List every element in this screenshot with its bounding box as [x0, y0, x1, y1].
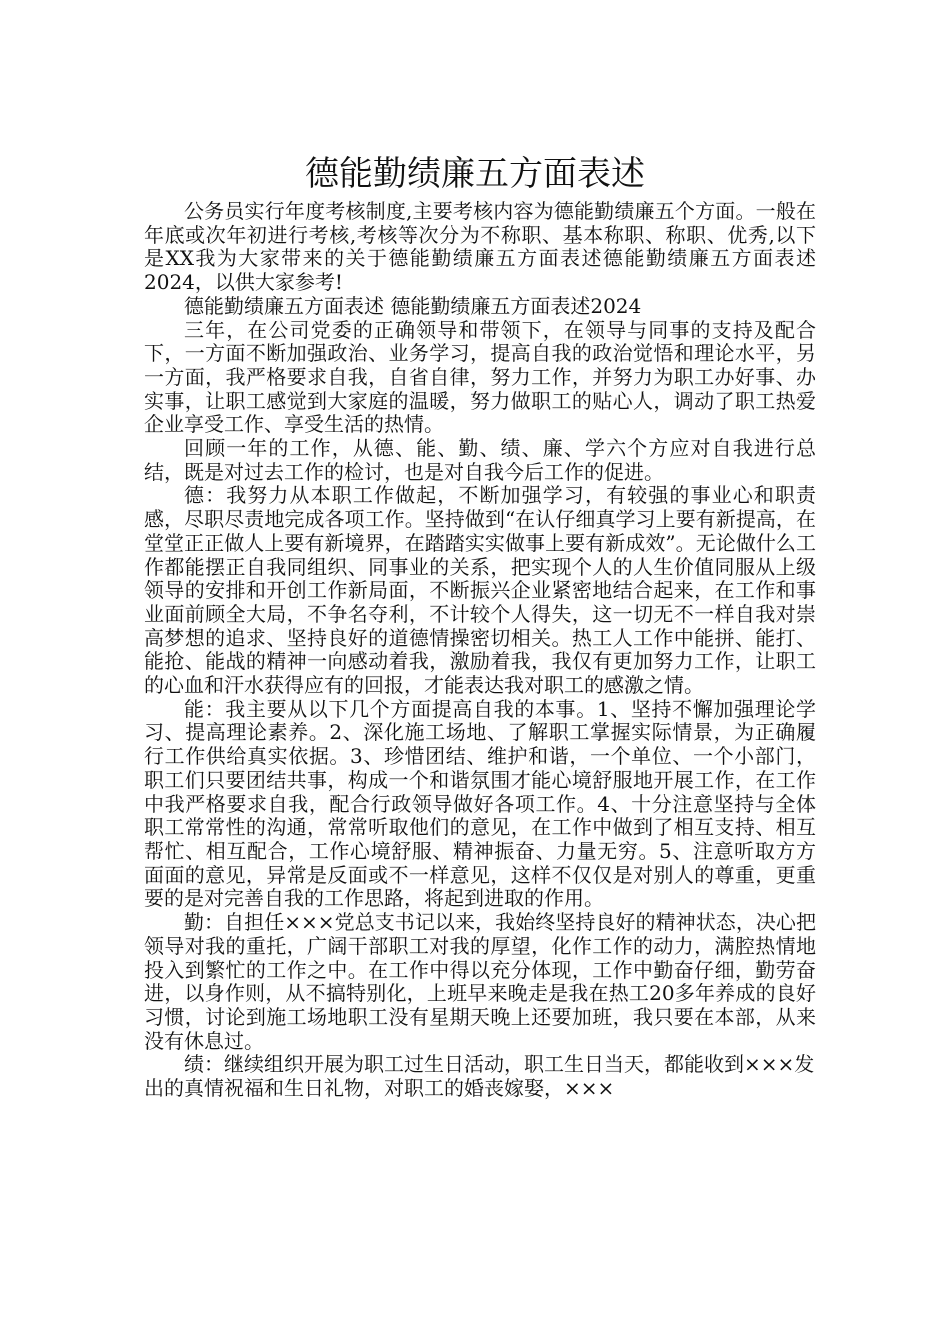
- summary-paragraph: 三年，在公司党委的正确领导和带领下，在领导与同事的支持及配合下，一方面不断加强政治、业务学习，提高自我的政治觉悟和理论水平，另一方面，我严格要求自我，自省自律，努力工作，并努力为职工办好事、办实事，让职工感觉到大家庭的温暖，努力做职工的贴心人，调动了职工热爱企业享受工作、享受生活的热情。: [144, 317, 816, 437]
- ji-section-paragraph: 绩：继续组织开展为职工过生日活动，职工生日当天，都能收到×××发出的真情祝福和生日礼物，对职工的婚丧嫁娶，×××: [144, 1052, 815, 1101]
- document-title: 德能勤绩廉五方面表述: [305, 153, 645, 194]
- de-section-paragraph: 德：我努力从本职工作做起，不断加强学习，有较强的事业心和职责感，尽职尽责地完成各项工作。坚持做到“在认仔细真学习上要有新提高，在堂堂正正做人上要有新境界，在踏踏实实做事上要有新成效”。无论做什么工作都能摆正自我同组织、同事业的关系，把实现个人的人生价值同服从上级领导的安排和开创工作新局面，不断振兴企业紧密地结合起来，在工作和事业面前顾全大局，不争名夺利，不计较个人得失，这一切无不一样自我对崇高梦想的追求、坚持良好的道德情操密切相关。热工人工作中能拼、能打、能抢、能战的精神一向感动着我，激励着我，我仅有更加努力工作，让职工的心血和汗水获得应有的回报，才能表达我对职工的感激之情。: [144, 483, 816, 698]
- intro-paragraph: 公务员实行年度考核制度,主要考核内容为德能勤绩廉五个方面。一般在年底或次年初进行考核,考核等次分为不称职、基本称职、称职、优秀,以下是XX我为大家带来的关于德能勤绩廉五方面表述德能勤绩廉五方面表述2024，以供大家参考!: [144, 199, 816, 295]
- document-body: [144, 200, 816, 1101]
- qin-section-paragraph: 勤：自担任×××党总支书记以来，我始终坚持良好的精神状态，决心把领导对我的重托，广阔干部职工对我的厚望，化作工作的动力，满腔热情地投入到繁忙的工作之中。在工作中得以充分体现，工作中勤奋仔细，勤劳奋进，以身作则，从不搞特别化，上班早来晚走是我在热工20多年养成的良好习惯，讨论到施工场地职工没有星期天晚上还要加班，我只要在本部，从来没有休息过。: [144, 910, 816, 1053]
- neng-section-paragraph: 能：我主要从以下几个方面提高自我的本事。1、坚持不懈加强理论学习、提高理论素养。2、深化施工场地、了解职工掌握实际情景，为正确履行工作供给真实依据。3、珍惜团结、维护和谐，一个单位、一个小部门，职工们只要团结共事，构成一个和谐氛围才能心境舒服地开展工作，在工作中我严格要求自我，配合行政领导做好各项工作。4、十分注意坚持与全体职工常常性的沟通，常常听取他们的意见，在工作中做到了相互支持、相互帮忙、相互配合，工作心境舒服、精神振奋、力量无穷。5、注意听取方方面面的意见，异常是反面或不一样意见，这样不仅仅是对别人的尊重，更重要的是对完善自我的工作思路，将起到进取的作用。: [144, 696, 816, 911]
- review-paragraph: 回顾一年的工作，从德、能、勤、绩、廉、学六个方应对自我进行总结，既是对过去工作的检讨，也是对自我今后工作的促进。: [144, 436, 816, 484]
- subtitle-paragraph: 德能勤绩廉五方面表述 德能勤绩廉五方面表述2024: [184, 293, 642, 318]
